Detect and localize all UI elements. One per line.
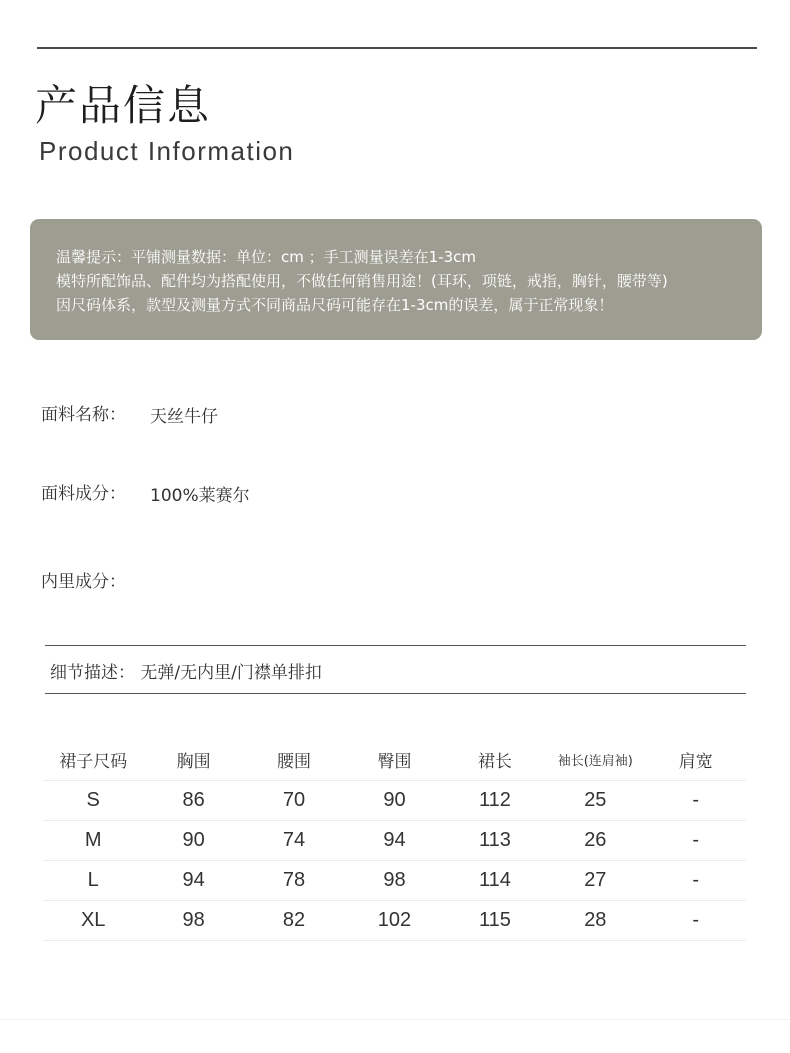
bottom-divider (0, 1019, 790, 1020)
details-label: 细节描述： (50, 663, 135, 683)
details-row (50, 658, 322, 683)
header-skirt-length: 裙长 (445, 740, 545, 780)
notice-line: 模特所配饰品、配件均为搭配使用，不做任何销售用途！(耳环，项链，戒指，胸针，腰带等) (56, 272, 668, 290)
table-row (43, 900, 746, 940)
table-cell: 86 (143, 780, 243, 820)
fabric-composition-row (41, 479, 250, 506)
size-table (43, 740, 746, 941)
table-cell: S (43, 780, 143, 820)
table-cell: 98 (143, 900, 243, 940)
table-cell: 27 (545, 860, 645, 900)
table-row (43, 780, 746, 820)
table-cell: 28 (545, 900, 645, 940)
table-cell: 90 (143, 820, 243, 860)
page-subtitle: Product Information (39, 136, 295, 166)
fabric-composition-value: 100%莱赛尔 (150, 486, 250, 506)
fabric-name-value: 天丝牛仔 (150, 407, 218, 427)
table-cell: 70 (244, 780, 344, 820)
table-cell: 115 (445, 900, 545, 940)
header-sleeve-length: 袖长(连肩袖) (545, 740, 645, 780)
table-cell: 78 (244, 860, 344, 900)
table-cell: - (646, 780, 746, 820)
fabric-name-label: 面料名称： (41, 405, 126, 425)
table-cell: - (646, 820, 746, 860)
table-cell: L (43, 860, 143, 900)
notice-line: 因尺码体系，款型及测量方式不同商品尺码可能存在1-3cm的误差，属于正常现象！ (56, 296, 614, 314)
top-divider (37, 47, 757, 49)
header-bust: 胸围 (143, 740, 243, 780)
header-hip: 臀围 (344, 740, 444, 780)
details-bottom-divider (45, 693, 746, 694)
table-cell: M (43, 820, 143, 860)
table-cell: 82 (244, 900, 344, 940)
table-cell: 74 (244, 820, 344, 860)
table-cell: 25 (545, 780, 645, 820)
table-cell: XL (43, 900, 143, 940)
table-cell: 102 (344, 900, 444, 940)
header-waist: 腰围 (244, 740, 344, 780)
table-cell: - (646, 900, 746, 940)
table-cell: 26 (545, 820, 645, 860)
table-cell: 94 (143, 860, 243, 900)
header-size: 裙子尺码 (43, 740, 143, 780)
fabric-composition-label: 面料成分： (41, 484, 126, 504)
lining-row (41, 567, 126, 592)
table-cell: - (646, 860, 746, 900)
table-row (43, 860, 746, 900)
table-cell: 90 (344, 780, 444, 820)
lining-label: 内里成分： (41, 572, 126, 592)
size-table-header (43, 740, 746, 780)
table-cell: 113 (445, 820, 545, 860)
table-cell: 98 (344, 860, 444, 900)
table-cell: 112 (445, 780, 545, 820)
table-row (43, 820, 746, 860)
notice-line: 温馨提示：平铺测量数据：单位：cm ；手工测量误差在1-3cm (56, 248, 476, 266)
table-cell: 114 (445, 860, 545, 900)
fabric-name-row (41, 400, 218, 427)
page-title: 产品信息 (35, 81, 212, 130)
details-top-divider (45, 645, 746, 646)
header-shoulder: 肩宽 (646, 740, 746, 780)
table-cell: 94 (344, 820, 444, 860)
details-value: 无弹/无内里/门襟单排扣 (140, 663, 322, 683)
notice-box (30, 219, 762, 340)
